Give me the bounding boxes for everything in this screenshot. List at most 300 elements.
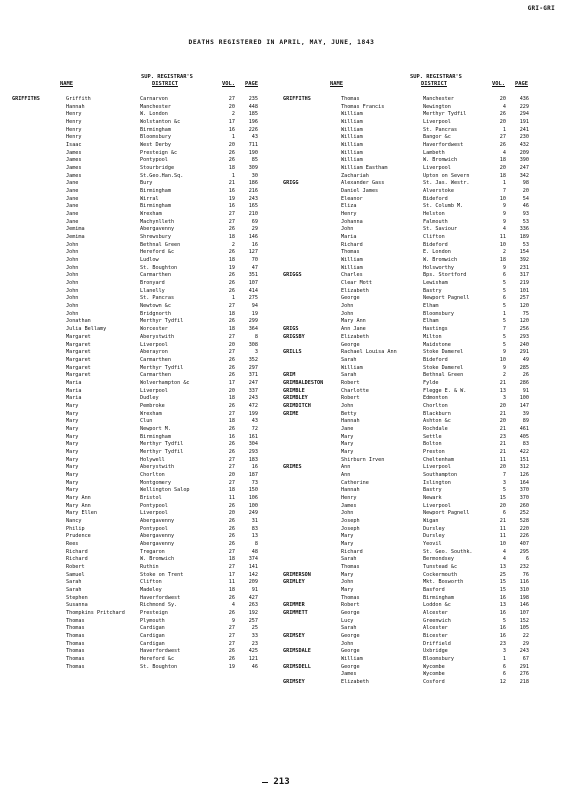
page-cell: 364	[248, 326, 258, 333]
district-cell: Newington	[423, 103, 451, 110]
page-cell: 220	[519, 525, 529, 532]
register-entry-row	[281, 472, 563, 480]
volume-cell: 26	[228, 448, 235, 455]
volume-cell: 11	[499, 234, 506, 241]
register-entry-row	[281, 426, 563, 434]
volume-cell: 20	[499, 418, 506, 425]
page-cell: 226	[248, 126, 258, 133]
register-entry-row	[0, 549, 281, 557]
left-name-header: NAME	[60, 81, 73, 87]
given-name-cell: Mary	[341, 448, 354, 455]
page-cell: 472	[248, 402, 258, 409]
left-page-header: PAGE	[245, 81, 258, 87]
register-entry-row	[281, 633, 563, 641]
district-cell: Newark	[423, 494, 442, 501]
register-entry-row	[281, 234, 563, 242]
given-name-cell: Jane	[66, 195, 79, 202]
surname-cell: GRIMMER	[283, 602, 305, 609]
district-cell: Cockermouth	[423, 571, 458, 578]
volume-cell: 18	[499, 172, 506, 179]
right-district-header: DISTRICT	[421, 81, 447, 87]
district-cell: Bideford	[423, 356, 448, 363]
register-entry-row	[281, 434, 563, 442]
register-entry-row	[281, 664, 563, 672]
register-entry-row	[0, 618, 281, 626]
volume-cell: 21	[499, 379, 506, 386]
page-cell: 374	[248, 556, 258, 563]
page-cell: 46	[251, 663, 258, 670]
register-entry-row	[281, 610, 563, 618]
district-cell: Lewisham	[423, 280, 448, 287]
volume-cell: 5	[502, 341, 506, 348]
given-name-cell: James	[66, 149, 82, 156]
district-cell: Bolton	[423, 441, 442, 448]
given-name-cell: John	[341, 402, 354, 409]
district-cell: Upton on Severn	[423, 172, 470, 179]
register-entry-row	[281, 441, 563, 449]
right-name-header: NAME	[330, 81, 343, 87]
page-cell: 405	[519, 433, 529, 440]
district-cell: Birmingham	[140, 433, 171, 440]
district-cell: Chorlton	[423, 402, 448, 409]
register-entry-row	[0, 188, 281, 196]
register-entry-row	[281, 272, 563, 280]
volume-cell: 21	[499, 425, 506, 432]
register-entry-row	[281, 219, 563, 227]
given-name-cell: Richard	[341, 241, 363, 248]
register-entry-row	[0, 203, 281, 211]
district-cell: Aberystwith	[140, 333, 175, 340]
register-entry-row	[0, 226, 281, 234]
district-cell: Bronyard	[140, 280, 165, 287]
volume-cell: 27	[499, 134, 506, 141]
volume-cell: 5	[502, 303, 506, 310]
given-name-cell: Henry	[66, 119, 82, 126]
page-cell: 352	[248, 356, 258, 363]
district-cell: Merthyr Tydfil	[140, 364, 184, 371]
page-cell: 293	[519, 333, 529, 340]
given-name-cell: Richard	[66, 548, 88, 555]
page-cell: 147	[519, 402, 529, 409]
register-entry-row	[0, 265, 281, 273]
register-entry-row	[281, 211, 563, 219]
page-cell: 249	[248, 510, 258, 517]
given-name-cell: Sarah	[341, 625, 357, 632]
district-cell: Birmingham	[423, 594, 454, 601]
district-cell: Southampton	[423, 471, 458, 478]
volume-cell: 20	[499, 502, 506, 509]
given-name-cell: John	[66, 272, 79, 279]
given-name-cell: Thomas	[341, 594, 360, 601]
volume-cell: 26	[228, 656, 235, 663]
register-entry-row	[0, 495, 281, 503]
register-entry-row	[0, 595, 281, 603]
page-cell: 127	[248, 249, 258, 256]
given-name-cell: Zachariah	[341, 172, 369, 179]
register-entry-row	[281, 188, 563, 196]
given-name-cell: Mary Ann	[66, 494, 91, 501]
page-cell: 432	[519, 142, 529, 149]
volume-cell: 2	[231, 241, 235, 248]
volume-cell: 20	[499, 96, 506, 102]
register-entry-row	[0, 249, 281, 257]
given-name-cell: Mary	[66, 448, 79, 455]
volume-cell: 19	[228, 264, 235, 271]
given-name-cell: John	[66, 287, 79, 294]
volume-cell: 16	[228, 188, 235, 195]
page-cell: 285	[519, 364, 529, 371]
page-cell: 98	[522, 180, 529, 187]
page-cell: 310	[519, 587, 529, 593]
district-cell: Newport Pagnell	[423, 295, 470, 302]
district-cell: St. Boughton	[140, 264, 178, 271]
district-cell: Stourbridge	[140, 165, 175, 172]
given-name-cell: William	[341, 111, 363, 118]
page-cell: 210	[248, 211, 258, 218]
page-cell: 286	[519, 379, 529, 386]
register-entry-row	[281, 357, 563, 365]
volume-cell: 18	[228, 395, 235, 402]
volume-cell: 17	[228, 119, 235, 126]
volume-cell: 5	[502, 487, 506, 494]
district-cell: Manchester	[423, 96, 454, 102]
district-cell: Liverpool	[140, 387, 168, 394]
volume-cell: 5	[502, 617, 506, 624]
register-entry-row	[281, 418, 563, 426]
district-cell: Carmarthen	[140, 272, 171, 279]
page-cell: 295	[519, 548, 529, 555]
register-entry-row	[281, 495, 563, 503]
register-entry-row	[281, 541, 563, 549]
volume-cell: 26	[228, 594, 235, 601]
given-name-cell: William	[341, 157, 363, 164]
given-name-cell: John	[341, 640, 354, 647]
given-name-cell: Jemima	[66, 226, 85, 233]
given-name-cell: John	[66, 295, 79, 302]
district-cell: Hereford &c	[140, 656, 175, 663]
page-cell: 189	[519, 234, 529, 241]
page-cell: 190	[248, 149, 258, 156]
district-cell: Mkt. Bosworth	[423, 579, 464, 586]
register-entry-row	[0, 526, 281, 534]
given-name-cell: Elizabeth	[341, 679, 369, 686]
page-cell: 243	[519, 648, 529, 655]
district-cell: Flegge E. & W.	[423, 387, 467, 394]
register-entry-row	[281, 150, 563, 158]
district-cell: Bloomsbury	[140, 134, 171, 141]
district-cell: Montgomery	[140, 479, 171, 486]
volume-cell: 16	[228, 203, 235, 210]
given-name-cell: Thomas	[341, 563, 360, 570]
given-name-cell: Margaret	[66, 356, 91, 363]
volume-cell: 18	[228, 165, 235, 172]
register-entry-row	[281, 280, 563, 288]
surname-cell: GRIME	[283, 410, 299, 417]
register-entry-row	[281, 173, 563, 181]
given-name-cell: Nancy	[66, 517, 82, 524]
district-cell: St. Geo. Southk.	[423, 548, 473, 555]
register-entry-row	[281, 342, 563, 350]
district-cell: Aberystwith	[140, 464, 175, 471]
register-entry-row	[0, 395, 281, 403]
surname-cell: GRIMBLEY	[283, 395, 308, 402]
given-name-cell: Isaac	[66, 142, 82, 149]
register-entry-row	[0, 388, 281, 396]
given-name-cell: Thomas	[66, 656, 85, 663]
given-name-cell: Henry	[66, 111, 82, 118]
given-name-cell: John	[66, 303, 79, 310]
volume-cell: 10	[499, 241, 506, 248]
register-entry-row	[281, 449, 563, 457]
district-cell: Bury	[140, 180, 153, 187]
given-name-cell: Mary	[341, 441, 354, 448]
district-cell: Merthyr Tydfil	[140, 448, 184, 455]
district-cell: E. London	[423, 249, 451, 256]
surname-cell: GRIMSDELL	[283, 663, 311, 670]
page-cell: 308	[248, 341, 258, 348]
volume-cell: 1	[502, 656, 506, 663]
district-cell: Preston	[423, 448, 445, 455]
district-cell: Liverpool	[423, 119, 451, 126]
volume-cell: 26	[228, 157, 235, 164]
district-cell: Carmarthen	[140, 356, 171, 363]
given-name-cell: Henry	[66, 126, 82, 133]
volume-cell: 16	[228, 126, 235, 133]
page-cell: 91	[522, 387, 529, 394]
given-name-cell: Sarah	[66, 579, 82, 586]
district-cell: W. Bromwich	[140, 556, 175, 563]
given-name-cell: John	[341, 310, 354, 317]
index-range-code: GRI-GRI	[527, 5, 555, 12]
register-entry-row	[281, 533, 563, 541]
volume-cell: 2	[231, 111, 235, 118]
volume-cell: 26	[228, 502, 235, 509]
register-entry-row	[281, 372, 563, 380]
district-cell: Rochdale	[423, 425, 448, 432]
volume-cell: 26	[499, 142, 506, 149]
register-entry-row	[0, 648, 281, 656]
volume-cell: 26	[228, 272, 235, 279]
given-name-cell: William	[341, 264, 363, 271]
district-cell: Madeley	[140, 587, 162, 593]
register-entry-row	[0, 180, 281, 188]
given-name-cell: Rachael Louisa Ann	[341, 349, 397, 356]
volume-cell: 4	[231, 602, 235, 609]
volume-cell: 17	[228, 571, 235, 578]
register-entry-row	[281, 134, 563, 142]
register-entry-row	[281, 403, 563, 411]
given-name-cell: Thomas	[341, 249, 360, 256]
volume-cell: 26	[228, 648, 235, 655]
page-cell: 93	[522, 211, 529, 218]
page-cell: 448	[248, 103, 258, 110]
given-name-cell: Elizabeth	[341, 287, 369, 294]
given-name-cell: Elizabeth	[341, 333, 369, 340]
volume-cell: 1	[231, 295, 235, 302]
register-entry-row	[0, 196, 281, 204]
left-entries-column	[0, 96, 281, 671]
volume-cell: 27	[228, 563, 235, 570]
page-cell: 89	[522, 418, 529, 425]
register-entry-row	[0, 572, 281, 580]
page-cell: 351	[248, 272, 258, 279]
page-cell: 120	[519, 303, 529, 310]
given-name-cell: Jonathan	[66, 318, 91, 325]
given-name-cell: Charles	[341, 272, 363, 279]
page-cell: 151	[519, 456, 529, 463]
district-cell: Loddon &c	[423, 602, 451, 609]
register-entry-row	[0, 326, 281, 334]
page-number: 213	[273, 777, 290, 787]
register-entry-row	[281, 365, 563, 373]
given-name-cell: Thomas	[66, 633, 85, 640]
register-entry-row	[0, 142, 281, 150]
surname-cell: GRIGSBY	[283, 333, 305, 340]
volume-cell: 3	[502, 395, 506, 402]
volume-cell: 19	[228, 663, 235, 670]
volume-cell: 27	[228, 548, 235, 555]
given-name-cell: Jane	[66, 188, 79, 195]
page-cell: 231	[519, 264, 529, 271]
district-cell: Wycombe	[423, 671, 445, 678]
district-cell: Abergavenny	[140, 226, 175, 233]
district-cell: Carmarthen	[140, 372, 171, 379]
given-name-cell: Margaret	[66, 349, 91, 356]
page-cell: 191	[519, 119, 529, 126]
volume-cell: 26	[228, 533, 235, 540]
volume-cell: 18	[499, 157, 506, 164]
district-cell: Birmingham	[140, 126, 171, 133]
page-cell: 13	[251, 533, 258, 540]
register-entry-row	[0, 587, 281, 595]
page-cell: 3	[254, 349, 258, 356]
volume-cell: 1	[502, 180, 506, 187]
page-cell: 407	[519, 540, 529, 547]
district-cell: Liverpool	[423, 165, 451, 172]
register-entry-row	[0, 150, 281, 158]
given-name-cell: Ann	[341, 471, 351, 478]
volume-cell: 7	[502, 471, 506, 478]
surname-cell: GRIMERSON	[283, 571, 311, 578]
district-cell: Haverfordwest	[140, 594, 181, 601]
district-cell: St. Boughton	[140, 663, 178, 670]
register-entry-row	[0, 127, 281, 135]
volume-cell: 26	[228, 280, 235, 287]
register-entry-row	[281, 648, 563, 656]
register-entry-row	[0, 342, 281, 350]
given-name-cell: Julia Bellamy	[66, 326, 107, 333]
register-entry-row	[281, 334, 563, 342]
volume-cell: 18	[228, 418, 235, 425]
district-cell: Birmingham	[140, 188, 171, 195]
given-name-cell: William Eastham	[341, 165, 388, 172]
district-cell: Bloomsbury	[423, 656, 454, 663]
district-cell: Tunstead &c	[423, 563, 458, 570]
page-cell: 121	[248, 656, 258, 663]
surname-cell: GRIMBALDESTON	[283, 379, 324, 386]
page-cell: 427	[248, 594, 258, 601]
volume-cell: 6	[502, 663, 506, 670]
given-name-cell: George	[341, 341, 360, 348]
page-cell: 370	[519, 487, 529, 494]
page-cell: 291	[519, 349, 529, 356]
register-entry-row	[0, 480, 281, 488]
page-cell: 260	[519, 502, 529, 509]
page-cell: 196	[248, 119, 258, 126]
district-cell: Wigan	[423, 517, 439, 524]
register-entry-row	[0, 457, 281, 465]
volume-cell: 15	[499, 587, 506, 593]
district-cell: Haverfordwest	[140, 648, 181, 655]
page-cell: 263	[248, 602, 258, 609]
volume-cell: 26	[499, 111, 506, 118]
district-cell: W. Bromwich	[423, 257, 458, 264]
district-cell: Cheltenham	[423, 456, 454, 463]
register-entry-row	[281, 579, 563, 587]
page-cell: 240	[519, 341, 529, 348]
volume-cell: 20	[499, 119, 506, 126]
volume-cell: 20	[499, 402, 506, 409]
register-entry-row	[281, 326, 563, 334]
given-name-cell: Margaret	[66, 333, 91, 340]
page-cell: 390	[519, 157, 529, 164]
register-entry-row	[281, 257, 563, 265]
given-name-cell: Jemima	[66, 234, 85, 241]
volume-cell: 2	[502, 372, 506, 379]
district-cell: Liverpool	[423, 464, 451, 471]
register-entry-row	[0, 349, 281, 357]
register-entry-row	[281, 180, 563, 188]
page-cell: 154	[519, 249, 529, 256]
register-entry-row	[0, 464, 281, 472]
register-entry-row	[281, 602, 563, 610]
volume-cell: 27	[228, 464, 235, 471]
page-cell: 528	[519, 517, 529, 524]
given-name-cell: William	[341, 142, 363, 149]
volume-cell: 4	[502, 556, 506, 563]
register-entry-row	[281, 295, 563, 303]
page-cell: 256	[519, 326, 529, 333]
volume-cell: 16	[499, 594, 506, 601]
district-cell: Merthyr Tydfil	[423, 111, 467, 118]
page-cell: 53	[522, 218, 529, 225]
page-cell: 235	[248, 96, 258, 102]
given-name-cell: John	[66, 249, 79, 256]
district-cell: Wolverhampton &c	[140, 379, 190, 386]
register-entry-row	[281, 480, 563, 488]
volume-cell: 18	[228, 587, 235, 593]
district-cell: Stoke Damerel	[423, 364, 464, 371]
volume-cell: 20	[228, 471, 235, 478]
volume-cell: 6	[502, 671, 506, 678]
page-cell: 30	[251, 172, 258, 179]
given-name-cell: Henry	[66, 134, 82, 141]
given-name-cell: Susanna	[66, 602, 88, 609]
register-entry-row	[281, 411, 563, 419]
page-cell: 152	[519, 617, 529, 624]
page-cell: 116	[519, 579, 529, 586]
volume-cell: 26	[228, 318, 235, 325]
register-entry-row	[0, 380, 281, 388]
volume-cell: 21	[499, 410, 506, 417]
given-name-cell: Richard	[341, 548, 363, 555]
given-name-cell: Thomas	[66, 617, 85, 624]
given-name-cell: Jane	[66, 180, 79, 187]
register-entry-row	[0, 372, 281, 380]
volume-cell: 1	[502, 126, 506, 133]
given-name-cell: Mary	[341, 433, 354, 440]
district-cell: Cardigan	[140, 640, 165, 647]
